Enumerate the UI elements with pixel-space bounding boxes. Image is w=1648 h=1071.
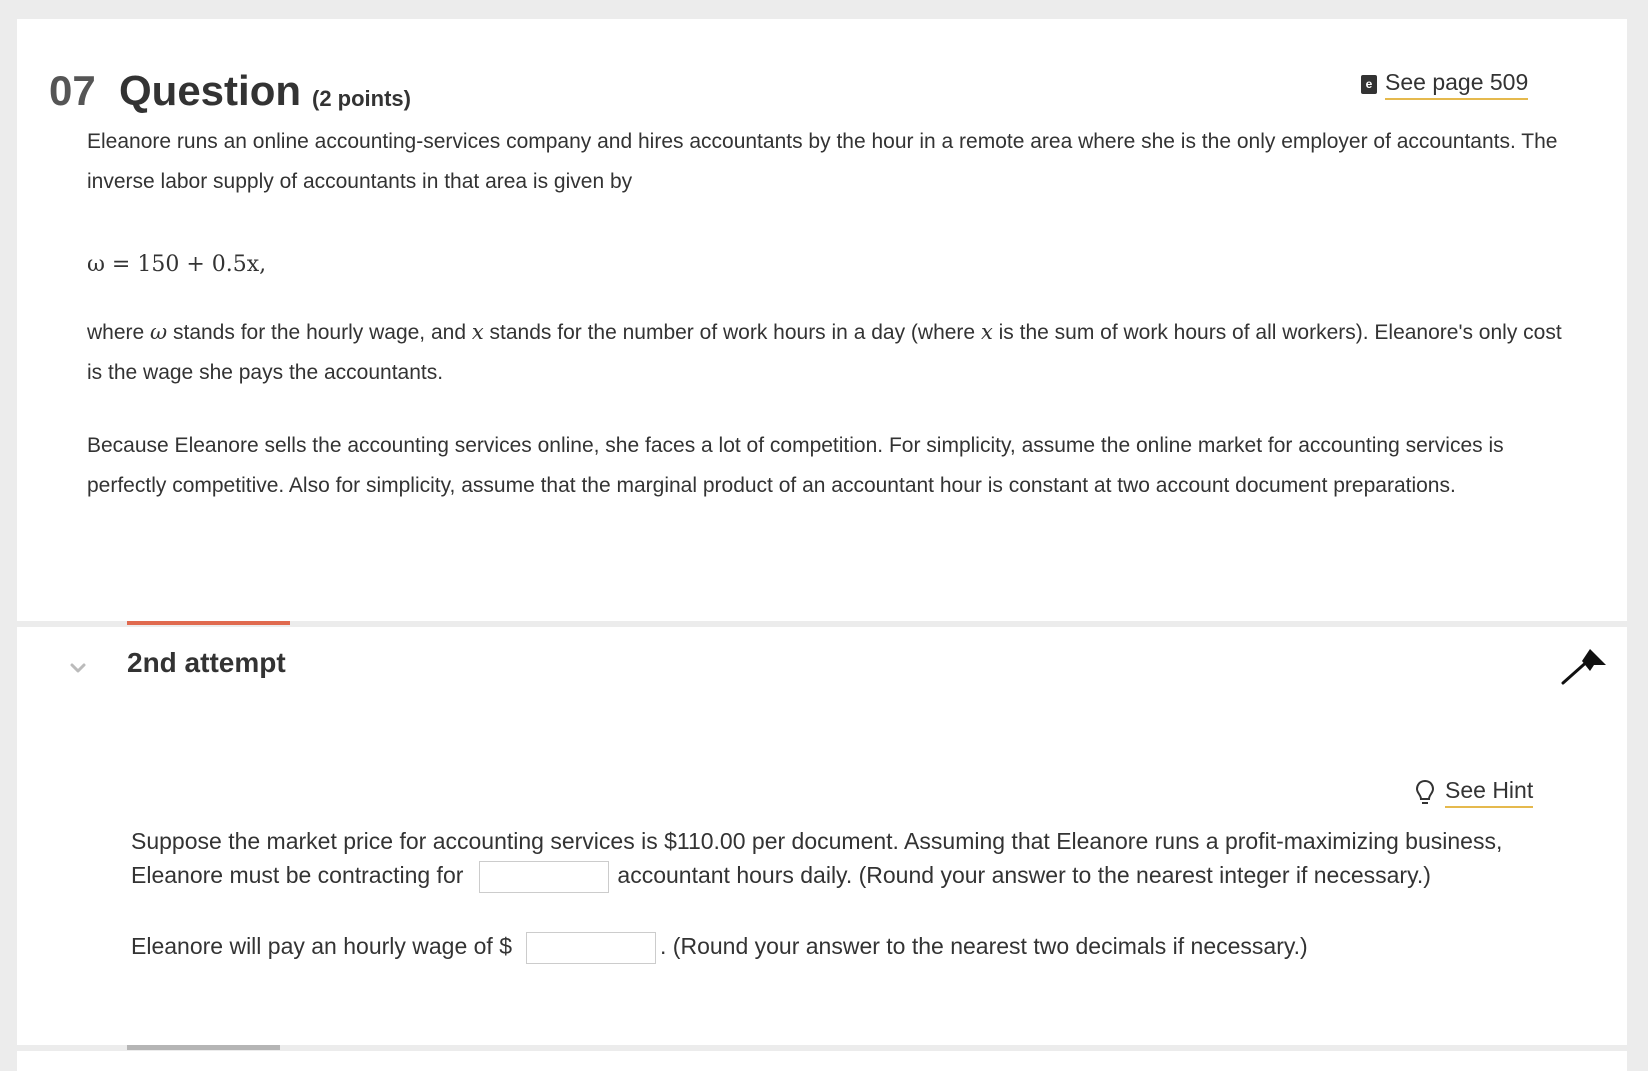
- next-progress-indicator: [127, 1045, 280, 1050]
- hours-symbol: x: [980, 320, 993, 344]
- prompt-hours: [131, 824, 1551, 893]
- prompt-wage-text: Eleanore will pay an hourly wage of $: [131, 933, 513, 959]
- question-paragraph-3: Because Eleanore sells the accounting services online, she faces a lot of competition. For simplicity, assume the online market for accounting services is perfectly competitive. Also for simplicity, assume that the marginal product of an accountant hour is constant at two account document preparations.: [87, 434, 1504, 497]
- question-points: (2 points): [312, 86, 411, 111]
- attempt-title: 2nd attempt: [127, 647, 286, 678]
- flag-icon[interactable]: [1560, 647, 1608, 687]
- chevron-down-icon[interactable]: [69, 659, 87, 677]
- paragraph2-text: stands for the hourly wage, and: [167, 321, 472, 344]
- hours-answer-input[interactable]: [479, 861, 609, 893]
- question-number: 07: [49, 67, 96, 114]
- see-hint-label[interactable]: See Hint: [1445, 777, 1533, 808]
- see-page-link[interactable]: [1361, 69, 1528, 100]
- paragraph2-text: is the sum of work hours of all workers). Eleanore's only cost is the wage she pays the accountants.: [87, 321, 1562, 384]
- attempt-progress-indicator: [127, 621, 290, 625]
- question-paragraph-2: [87, 312, 1567, 393]
- wage-answer-input[interactable]: [526, 932, 656, 964]
- hours-symbol: x: [471, 320, 484, 344]
- prompt-hours-suffix: accountant hours daily. (Round your answer to the nearest integer if necessary.): [617, 862, 1431, 888]
- next-attempt-card: [17, 1051, 1627, 1071]
- paragraph2-text: stands for the number of work hours in a day (where: [483, 321, 981, 344]
- question-paragraph-1: Eleanore runs an online accounting-services company and hires accountants by the hour in a remote area where she is the only employer of accountants. The inverse labor supply of accountants in that area is given by: [87, 130, 1558, 193]
- question-card: [17, 19, 1627, 621]
- prompt-wage-suffix: . (Round your answer to the nearest two decimals if necessary.): [660, 933, 1308, 959]
- question-title: Question: [119, 67, 302, 114]
- lightbulb-icon: [1415, 779, 1435, 807]
- see-page-label[interactable]: See page 509: [1385, 69, 1528, 100]
- wage-symbol: ω: [150, 320, 168, 344]
- prompt-hours-text: Suppose the market price for accounting services is $110.00 per document. Assuming that Eleanore runs a profit-maximizing business, Eleanore must be contracting for: [131, 828, 1503, 888]
- paragraph2-text: where: [87, 321, 151, 344]
- attempt-card: [17, 627, 1627, 1045]
- supply-equation: ω = 150 + 0.5x,: [87, 252, 267, 277]
- book-icon: e: [1361, 75, 1377, 94]
- see-hint-link[interactable]: [1415, 777, 1533, 808]
- prompt-wage: [131, 929, 1551, 964]
